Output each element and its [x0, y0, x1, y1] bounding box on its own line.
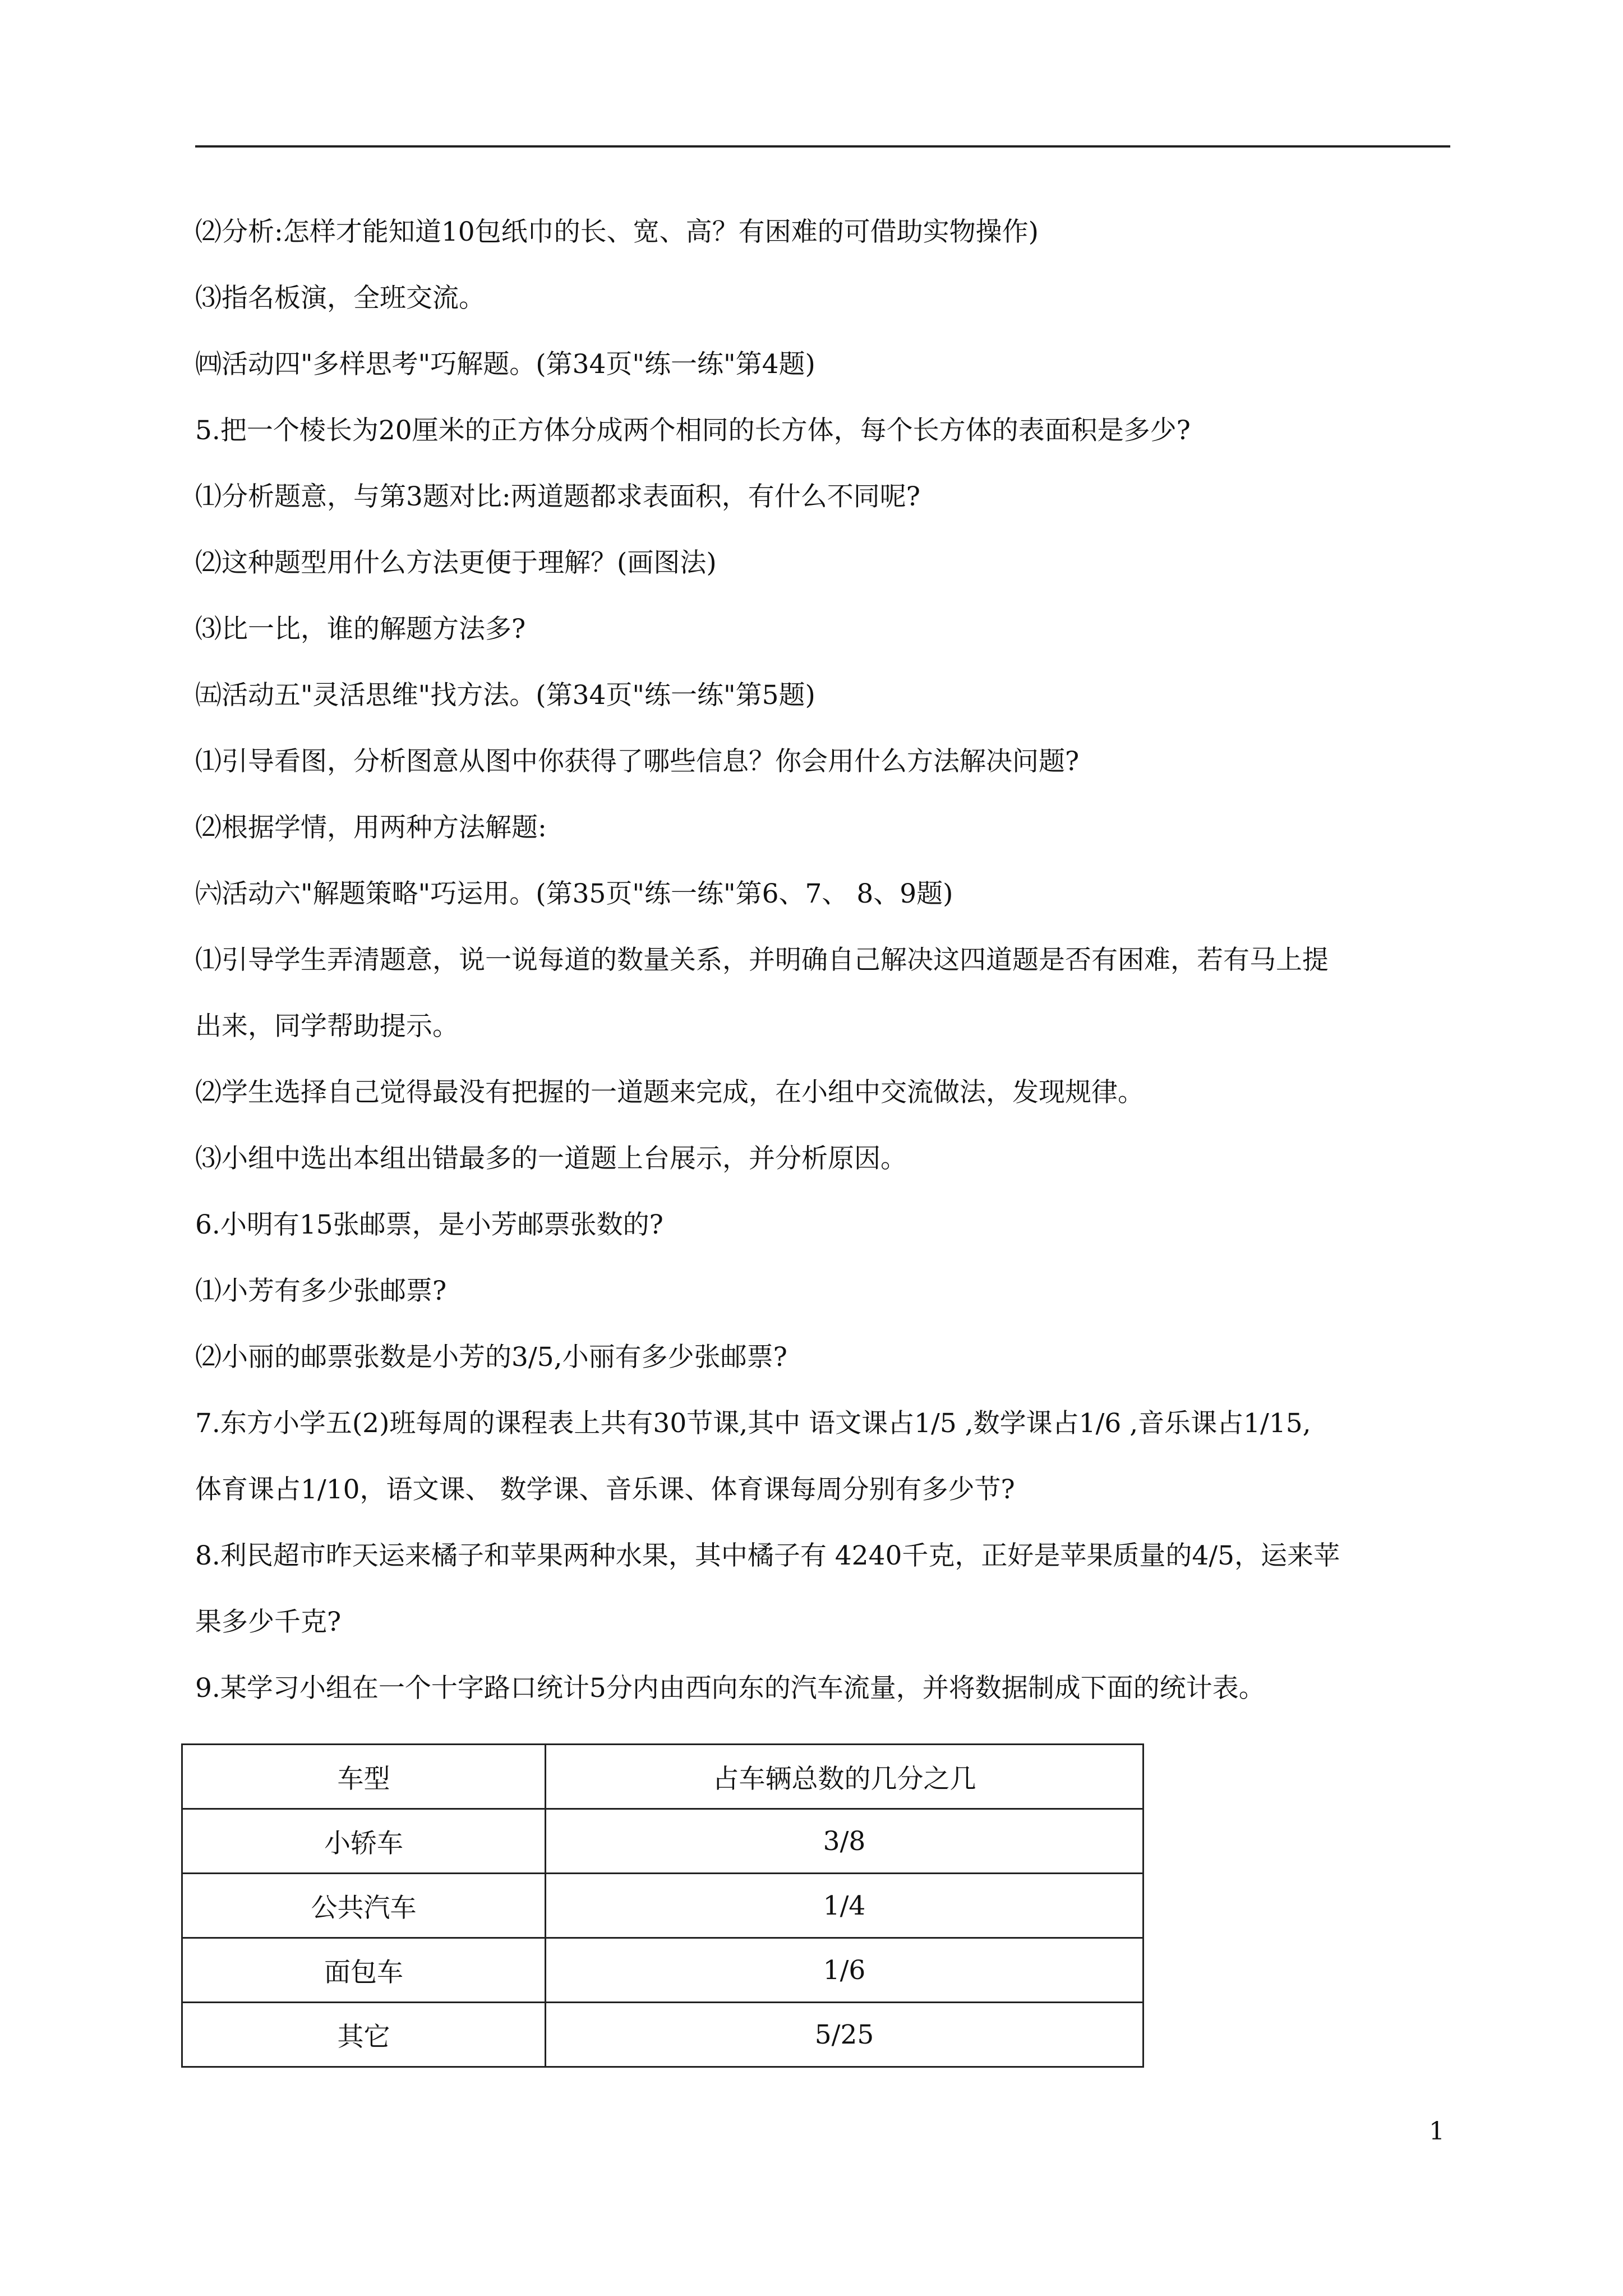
paragraph: 5.把一个棱长为20厘米的正方体分成两个相同的长方体，每个长方体的表面积是多少? — [195, 415, 1191, 446]
paragraph: ⑴引导学生弄清题意，说一说每道的数量关系，并明确自己解决这四道题是否有困难，若有马上提 — [195, 945, 1329, 976]
table-row — [182, 1874, 1144, 1938]
table-cell: 5/25 — [546, 2003, 1144, 2067]
paragraph: ⑶比一比，谁的解题方法多? — [195, 614, 526, 645]
table-cell: 小轿车 — [182, 1809, 546, 1874]
paragraph: ⑶指名板演，全班交流。 — [195, 283, 485, 314]
paragraph: 9.某学习小组在一个十字路口统计5分内由西向东的汽车流量，并将数据制成下面的统计表。 — [195, 1673, 1265, 1704]
table-cell: 其它 — [182, 2003, 546, 2067]
paragraph: 果多少千克? — [195, 1607, 342, 1637]
paragraph: 8.利民超市昨天运来橘子和苹果两种水果，其中橘子有 4240千克，正好是苹果质量的4/5，运来苹 — [195, 1540, 1340, 1571]
table-header-cell: 占车辆总数的几分之几 — [546, 1745, 1144, 1809]
table-cell: 面包车 — [182, 1938, 546, 2003]
vehicle-statistics-table — [181, 1743, 1144, 2068]
table-cell: 3/8 — [546, 1809, 1144, 1874]
table-cell: 公共汽车 — [182, 1874, 546, 1938]
paragraph: ⑴引导看图，分析图意从图中你获得了哪些信息？你会用什么方法解决问题? — [195, 746, 1080, 777]
paragraph: ㈥活动六"解题策略"巧运用。(第35页"练一练"第6、7、 8、9题) — [195, 878, 953, 909]
table-header-cell: 车型 — [182, 1745, 546, 1809]
table-cell: 1/6 — [546, 1938, 1144, 2003]
header-rule — [195, 145, 1450, 148]
paragraph: ㈣活动四"多样思考"巧解题。(第34页"练一练"第4题) — [195, 349, 815, 380]
paragraph: ⑵这种题型用什么方法更便于理解？(画图法) — [195, 547, 717, 578]
paragraph: ⑵根据学情，用两种方法解题: — [195, 812, 547, 843]
paragraph: ㈤活动五"灵活思维"找方法。(第34页"练一练"第5题) — [195, 680, 815, 711]
table-row — [182, 2003, 1144, 2067]
table-header-row — [182, 1745, 1144, 1809]
table-row — [182, 1938, 1144, 2003]
table-row — [182, 1809, 1144, 1874]
table-cell: 1/4 — [546, 1874, 1144, 1938]
paragraph: ⑴分析题意，与第3题对比:两道题都求表面积，有什么不同呢? — [195, 481, 920, 512]
paragraph: 体育课占1/10，语文课、 数学课、音乐课、体育课每周分别有多少节? — [195, 1474, 1015, 1505]
paragraph: 6.小明有15张邮票，是小芳邮票张数的? — [195, 1209, 663, 1240]
paragraph: 出来，同学帮助提示。 — [195, 1011, 459, 1042]
paragraph: ⑴小芳有多少张邮票? — [195, 1276, 447, 1306]
paragraph: 7.东方小学五(2)班每周的课程表上共有30节课,其中 语文课占1/5 ,数学课占1/6 ,音乐课占1/15, — [195, 1408, 1311, 1439]
paragraph: ⑶小组中选出本组出错最多的一道题上台展示，并分析原因。 — [195, 1143, 907, 1174]
paragraph: ⑵学生选择自己觉得最没有把握的一道题来完成，在小组中交流做法，发现规律。 — [195, 1077, 1144, 1108]
paragraph: ⑵分析:怎样才能知道10包纸巾的长、宽、高？有困难的可借助实物操作) — [195, 217, 1039, 247]
paragraph: ⑵小丽的邮票张数是小芳的3/5,小丽有多少张邮票? — [195, 1342, 787, 1373]
page-number: 1 — [1429, 2117, 1445, 2146]
